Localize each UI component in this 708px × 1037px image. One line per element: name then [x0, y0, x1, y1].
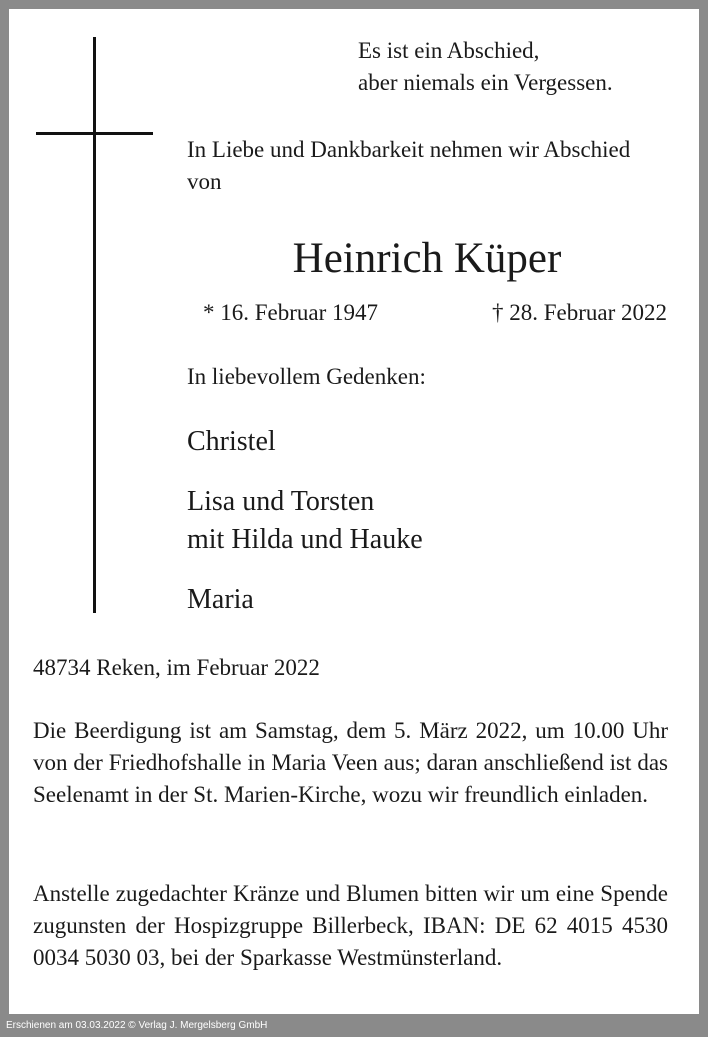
motto-line-1: Es ist ein Abschied, — [358, 38, 540, 63]
mourner-2-line-2: mit Hilda und Hauke — [187, 524, 423, 555]
deceased-name: Heinrich Küper — [292, 235, 562, 282]
donation-notice: Anstelle zugedachter Kränze und Blumen bitten wir um eine Spende zugunsten der Hospizgruppe Billerbeck, IBAN: DE 62 4015 4530 0034 5030 03, bei der Sparkasse Westmünsterland. — [33, 881, 668, 970]
place-date: 48734 Reken, im Februar 2022 — [33, 655, 320, 680]
motto-line-2: aber niemals ein Vergessen. — [358, 70, 613, 95]
intro-text: In Liebe und Dankbarkeit nehmen wir Abschied von — [187, 137, 631, 194]
cross-icon-horizontal — [36, 132, 153, 135]
mourner-1: Christel — [187, 426, 276, 457]
obituary-card — [9, 9, 699, 1014]
mourner-3: Maria — [187, 584, 254, 615]
mourners-list — [187, 423, 423, 641]
mourner-2 — [187, 483, 423, 559]
life-dates — [203, 297, 667, 329]
birth-date: * 16. Februar 1947 — [203, 300, 379, 325]
publication-footer: Erschienen am 03.03.2022 © Verlag J. Mergelsberg GmbH — [6, 1020, 268, 1031]
death-date: † 28. Februar 2022 — [491, 300, 667, 325]
motto — [358, 35, 613, 99]
cross-icon-vertical — [93, 37, 96, 613]
memory-text: In liebevollem Gedenken: — [187, 364, 426, 389]
funeral-notice: Die Beerdigung ist am Samstag, dem 5. März 2022, um 10.00 Uhr von der Friedhofshalle in Maria Veen aus; daran anschließend ist das Seelenamt in der St. Marien-Kirche, wozu wir freundlich einladen. — [33, 718, 668, 807]
mourner-2-line-1: Lisa und Torsten — [187, 486, 375, 517]
